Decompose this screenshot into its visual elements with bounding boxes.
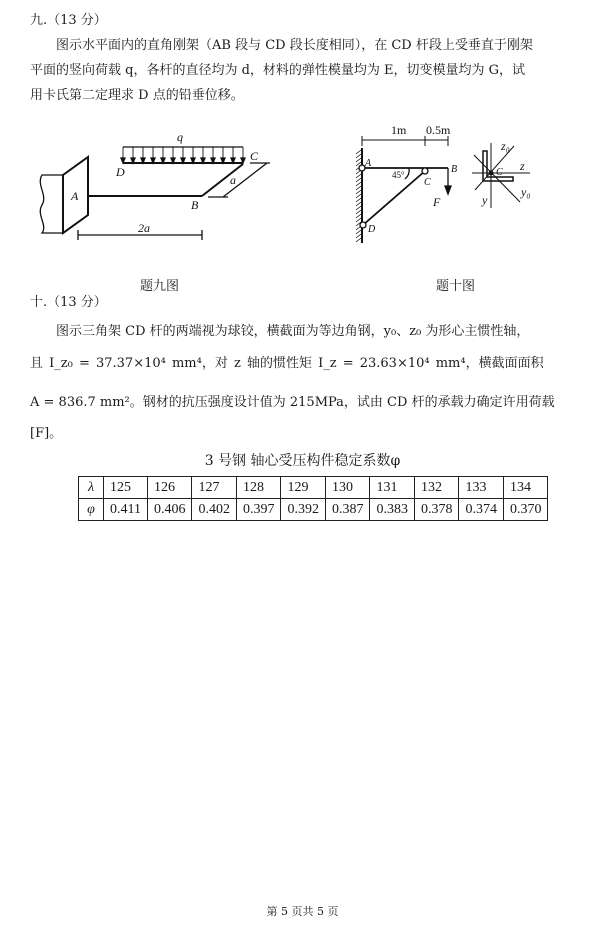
- label-z: z: [520, 159, 525, 173]
- table-cell: 0.374: [459, 499, 504, 521]
- table-cell: 0.406: [147, 499, 192, 521]
- q10-text-line: [F]。: [30, 426, 63, 441]
- table-cell: 0.387: [325, 499, 370, 521]
- label-y0: y₀: [521, 185, 531, 199]
- table-cell: 130: [325, 477, 370, 499]
- q9-figure-caption: 题九图: [140, 279, 180, 294]
- wall-hatch: [356, 238, 361, 242]
- wall-hatch: [356, 214, 361, 218]
- wall-hatch: [356, 174, 361, 178]
- q9-text-line: 用卡氏第二定理求 D 点的铅垂位移。: [30, 88, 244, 103]
- stability-coefficient-table: [78, 476, 548, 521]
- wall-hatch: [356, 230, 361, 234]
- table-cell: 0.402: [192, 499, 237, 521]
- table-cell: 133: [459, 477, 504, 499]
- q9-text-line: 平面的竖向荷载 q，各杆的直径均为 d，材料的弹性模量均为 E，切变模量均为 G，试: [30, 63, 526, 78]
- figures: [0, 0, 605, 300]
- label-angle: 45°: [392, 170, 405, 180]
- table-cell: 0.378: [414, 499, 459, 521]
- q10-text-line: 且 I_z₀ = 37.37×10⁴ mm⁴，对 z 轴的惯性矩 I_z = 23.63×10⁴ mm⁴，横截面面积: [30, 356, 544, 371]
- table-row-phi: [79, 499, 548, 521]
- label-c: C: [250, 149, 259, 163]
- label-q: q: [177, 130, 183, 144]
- dim-a: a: [230, 173, 236, 187]
- wall-hatch: [356, 198, 361, 202]
- label-centroid-c: C: [496, 167, 503, 178]
- label-d: D: [116, 165, 125, 179]
- label-c: C: [424, 177, 431, 188]
- table-cell: 0.411: [104, 499, 148, 521]
- table-cell: 127: [192, 477, 237, 499]
- wall-hatch: [356, 218, 361, 222]
- q9-heading: 九.（13 分）: [30, 13, 107, 28]
- wall-hatch: [356, 210, 361, 214]
- table-cell: 129: [281, 477, 326, 499]
- table-cell: 0.370: [503, 499, 548, 521]
- table-cell: 126: [147, 477, 192, 499]
- wall-hatch: [356, 190, 361, 194]
- q9-text-line: 图示水平面内的直角刚架（AB 段与 CD 段长度相同），在 CD 杆段上受垂直于刚架: [56, 38, 533, 53]
- table-cell: 0.383: [370, 499, 415, 521]
- row-header: λ: [79, 477, 104, 499]
- table-cell: 134: [503, 477, 548, 499]
- table-cell: 0.397: [236, 499, 281, 521]
- table-cell: 0.392: [281, 499, 326, 521]
- wall-hatch: [356, 234, 361, 238]
- table-cell: 125: [104, 477, 148, 499]
- dim-1m: 1m: [391, 123, 407, 137]
- q10-figure-caption: 题十图: [436, 279, 476, 294]
- wall-hatch: [356, 194, 361, 198]
- label-f: F: [433, 195, 441, 209]
- wall-hatch: [356, 182, 361, 186]
- page-footer: 第 5 页共 5 页: [266, 905, 339, 918]
- label-a: A: [71, 189, 79, 203]
- q10-heading: 十.（13 分）: [30, 295, 107, 310]
- wall-hatch: [356, 206, 361, 210]
- label-a: A: [365, 158, 372, 169]
- wall-hatch: [356, 202, 361, 206]
- q10-text-line: A = 836.7 mm²。钢材的抗压强度设计值为 215MPa，试由 CD 杆的承载力确定许用荷载: [30, 395, 555, 410]
- dim-0-5m: 0.5m: [426, 123, 451, 137]
- table-row-lambda: [79, 477, 548, 499]
- label-z0: z₀: [501, 139, 510, 153]
- table-title: 3 号钢 轴心受压构件稳定系数φ: [204, 453, 401, 469]
- label-d: D: [368, 224, 376, 235]
- wall-hatch: [356, 150, 361, 154]
- wall-hatch: [356, 158, 361, 162]
- wall-hatch: [356, 178, 361, 182]
- label-b: B: [451, 164, 458, 175]
- label-b: B: [191, 198, 199, 212]
- wall-hatch: [356, 186, 361, 190]
- table-cell: 131: [370, 477, 415, 499]
- label-y: y: [482, 193, 488, 207]
- table-cell: 128: [236, 477, 281, 499]
- table-cell: 132: [414, 477, 459, 499]
- dim-2a: 2a: [138, 221, 150, 235]
- q10-text-line: 图示三角架 CD 杆的两端视为球铰，横截面为等边角钢，y₀、z₀ 为形心主惯性轴，: [56, 324, 530, 339]
- row-header: φ: [79, 499, 104, 521]
- wall-hatch: [356, 154, 361, 158]
